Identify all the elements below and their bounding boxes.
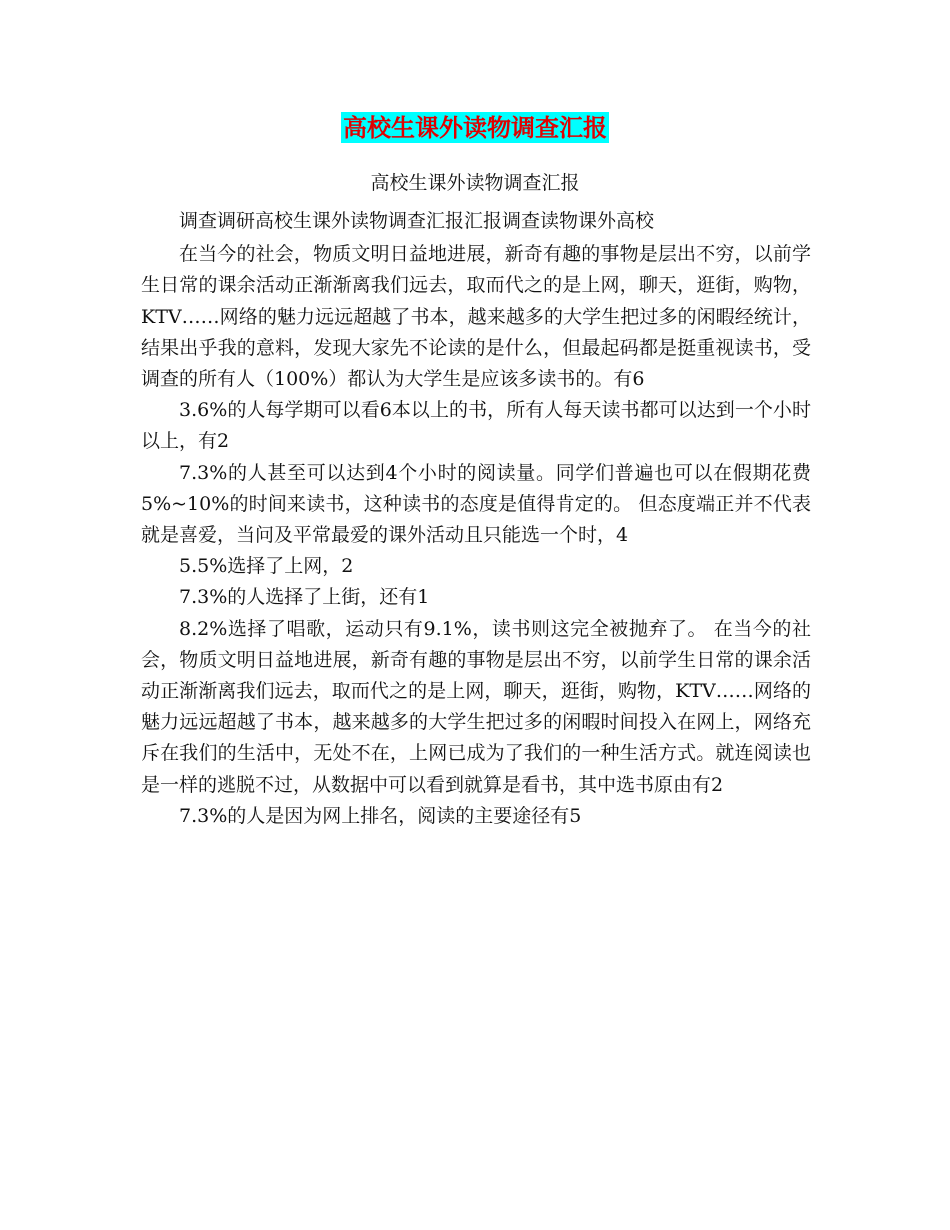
paragraph-6: 8.2%选择了唱歌，运动只有9.1%，读书则这完全被抛弃了。 在当今的社会，物质文明日益地进展，新奇有趣的事物是层出不穷，以前学生日常的课余活动正渐渐离我们远去，取而代之的是上网，聊天，逛街，购物，KTV……网络的魅力远远超越了书本，越来越多的大学生把过多的闲暇时间投入在网上，网络充斥在我们的生活中，无处不在，上网已成为了我们的一种生活方式。就连阅读也是一样的逃脱不过，从数据中可以看到就算是看书，其中选书原由有2 [141, 617, 811, 796]
paragraph-1: 在当今的社会，物质文明日益地进展，新奇有趣的事物是层出不穷，以前学生日常的课余活动正渐渐离我们远去，取而代之的是上网，聊天，逛街，购物，KTV……网络的魅力远远超越了书本，越来越多的大学生把过多的闲暇经统计，结果出乎我的意料，发现大家先不论读的是什么，但最起码都是挺重视读书，受调查的所有人（100%）都认为大学生是应该多读书的。有6 [141, 243, 811, 391]
paragraph-5: 7.3%的人选择了上街，还有1 [179, 586, 430, 609]
document-body [141, 206, 811, 832]
highlighted-title-text: 高校生课外读物调查汇报 [343, 113, 607, 142]
document-title [0, 110, 950, 146]
paragraph-2: 3.6%的人每学期可以看6本以上的书，所有人每天读书都可以达到一个小时以上，有2 [141, 399, 811, 453]
paragraph-4: 5.5%选择了上网，2 [179, 555, 354, 578]
paragraph-7: 7.3%的人是因为网上排名，阅读的主要途径有5 [179, 804, 582, 827]
keywords-line: 调查调研高校生课外读物调查汇报汇报调查读物课外高校 [179, 210, 655, 232]
document-subtitle: 高校生课外读物调查汇报 [370, 172, 580, 194]
paragraph-3: 7.3%的人甚至可以达到4个小时的阅读量。同学们普遍也可以在假期花费5%~10%的时间来读书，这种读书的态度是值得肯定的。 但态度端正并不代表就是喜爱，当问及平常最爱的课外活动且只能选一个时，4 [141, 461, 811, 547]
